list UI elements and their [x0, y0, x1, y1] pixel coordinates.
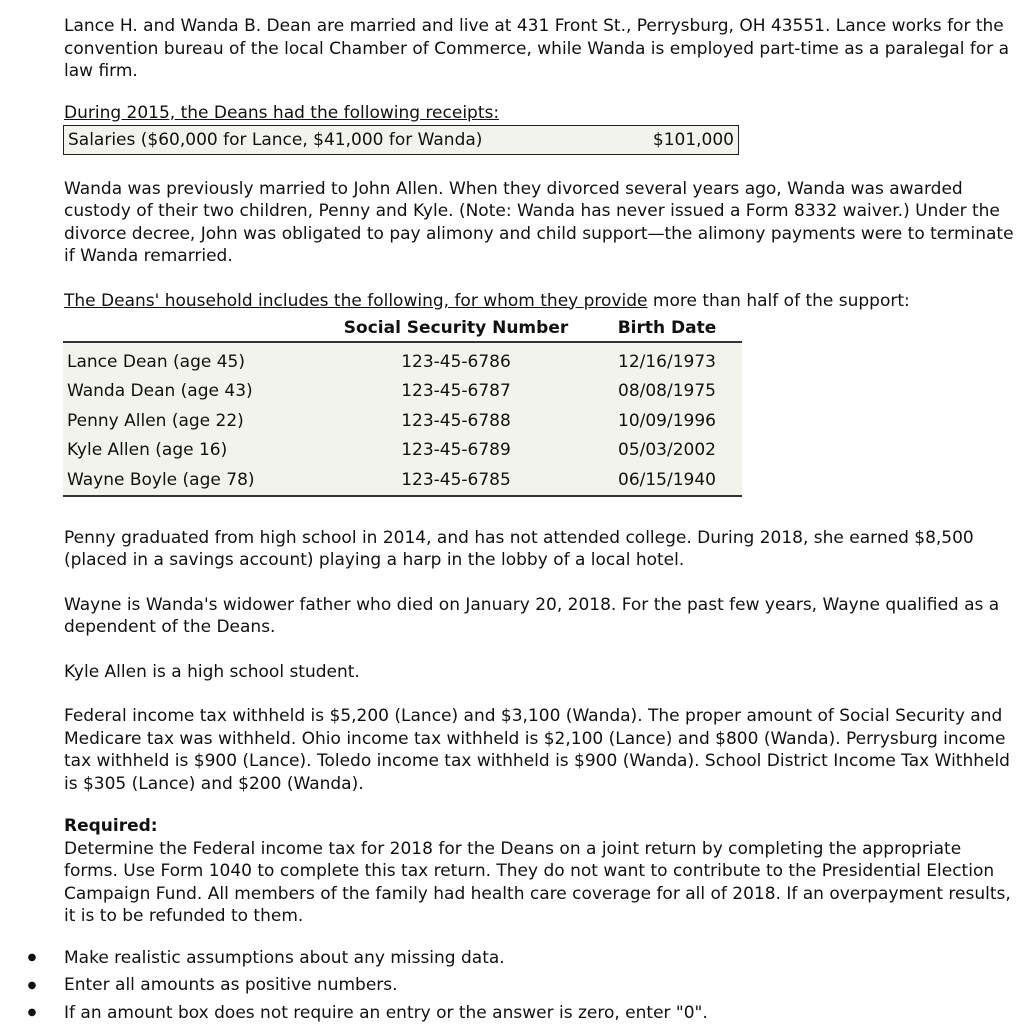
member-name: Kyle Allen (age 16) [63, 436, 320, 466]
withholding-paragraph: Federal income tax withheld is $5,200 (Lance) and $3,100 (Wanda). The proper amount of Social Security and Medicare tax was withheld. Ohio income tax withheld is $2,100 (Lance) and $800 (Wanda). Perrysburg income tax withheld is $900 (Lance). Toledo income tax withheld is $900 (Wanda). School District Income Tax Withheld is $305 (Lance) and $200 (Wanda). [64, 706, 1010, 794]
table-row [63, 377, 742, 407]
bullet-text: Enter all amounts as positive numbers. [64, 975, 398, 996]
ssn-column-header: Social Security Number [320, 314, 592, 342]
bullet-text: Make realistic assumptions about any missing data. [64, 947, 505, 968]
list-item [0, 972, 1000, 1000]
bullet-icon: ● [27, 952, 37, 964]
problem-document [64, 15, 1014, 928]
member-ssn: 123-45-6787 [320, 377, 592, 407]
member-ssn: 123-45-6785 [320, 465, 592, 496]
table-row [63, 406, 742, 436]
member-name: Lance Dean (age 45) [63, 342, 320, 377]
receipts-box [63, 125, 739, 155]
table-row [63, 465, 742, 496]
member-birth-date: 08/08/1975 [592, 377, 742, 407]
divorce-paragraph: Wanda was previously married to John Allen. When they divorced several years ago, Wanda was awarded custody of their two children, Penny and Kyle. (Note: Wanda has never issued a Form 8332 waiver.) Under the divorce decree, John was obligated to pay alimony and child support—the alimony payments were to terminate if Wanda remarried. [64, 178, 1014, 266]
household-table-header [63, 314, 742, 342]
member-name: Wanda Dean (age 43) [63, 377, 320, 407]
birth-date-column-header: Birth Date [592, 314, 742, 342]
required-label: Required: [64, 816, 158, 836]
bullet-icon: ● [27, 979, 37, 991]
member-name: Penny Allen (age 22) [63, 406, 320, 436]
bullet-icon: ● [27, 1007, 37, 1019]
receipts-label: Salaries ($60,000 for Lance, $41,000 for Wanda) [68, 129, 483, 150]
bullet-text: If an amount box does not require an entry or the answer is zero, enter "0". [64, 1002, 708, 1023]
household-heading [64, 290, 1014, 313]
name-column-header [63, 314, 320, 342]
member-ssn: 123-45-6788 [320, 406, 592, 436]
list-item [0, 944, 1000, 972]
table-row [63, 342, 742, 377]
intro-paragraph: Lance H. and Wanda B. Dean are married and live at 431 Front St., Perrysburg, OH 43551. Lance works for the convention bureau of the local Chamber of Commerce, while Wanda is employed part-time as a paralegal for a law firm. [64, 16, 1010, 81]
member-birth-date: 05/03/2002 [592, 436, 742, 466]
list-item [0, 999, 1000, 1027]
member-birth-date: 10/09/1996 [592, 406, 742, 436]
household-table [63, 314, 742, 497]
member-ssn: 123-45-6789 [320, 436, 592, 466]
kyle-paragraph: Kyle Allen is a high school student. [64, 661, 360, 682]
table-row [63, 436, 742, 466]
required-text: Determine the Federal income tax for 2018 for the Deans on a joint return by completing the appropriate forms. Use Form 1040 to complete this tax return. They do not want to contribute to the Presidential Election Campaign Fund. All members of the family had health care coverage for all of 2018. If an overpayment results, it is to be refunded to them. [64, 838, 1011, 926]
member-name: Wayne Boyle (age 78) [63, 465, 320, 496]
member-birth-date: 06/15/1940 [592, 465, 742, 496]
receipts-heading: During 2015, the Deans had the following receipts: [64, 102, 500, 123]
penny-paragraph: Penny graduated from high school in 2014, and has not attended college. During 2018, she earned $8,500 (placed in a savings account) playing a harp in the lobby of a local hotel. [64, 527, 974, 570]
household-heading-rest: more than half of the support: [647, 290, 910, 311]
wayne-paragraph: Wayne is Wanda's widower father who died on January 20, 2018. For the past few years, Wayne qualified as a dependent of the Deans. [64, 594, 1000, 637]
household-heading-underlined: The Deans' household includes the following, for whom they provide [64, 290, 648, 311]
receipts-amount: $101,000 [652, 129, 734, 150]
member-birth-date: 12/16/1973 [592, 342, 742, 377]
instruction-bullets [0, 944, 1000, 1027]
member-ssn: 123-45-6786 [320, 342, 592, 377]
